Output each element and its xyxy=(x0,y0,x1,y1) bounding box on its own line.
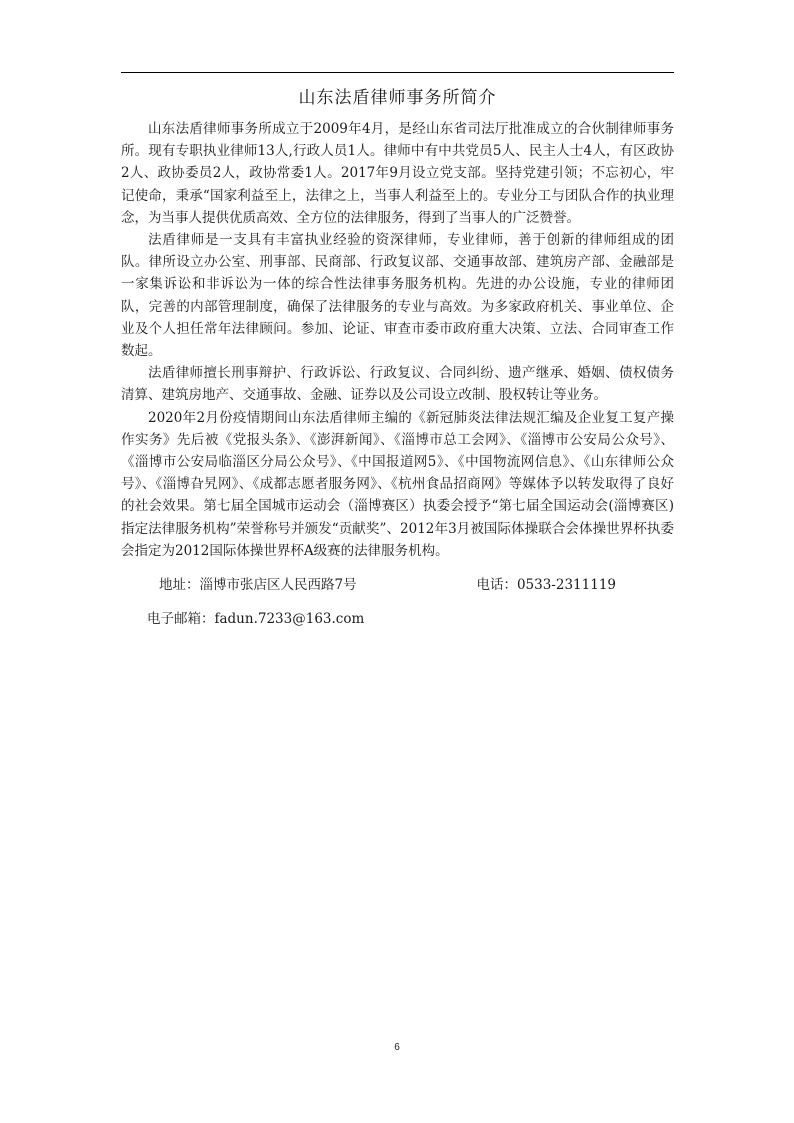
paragraph-services: 法盾律师擅长刑事辩护、行政诉讼、行政复议、合同纠纷、遗产继承、婚姻、债权债务清算、建筑房地产、交通事故、金融、证券以及公司设立改制、股权转让等业务。 xyxy=(121,365,674,404)
address-text: 地址：淄博市张店区人民西路7号 xyxy=(159,577,357,594)
document-body xyxy=(121,86,674,630)
document-title: 山东法盾律师事务所简介 xyxy=(298,88,497,108)
paragraph-team: 法盾律师是一支具有丰富执业经验的资深律师，专业律师，善于创新的律师组成的团队。律所设立办公室、刑事部、民商部、行政复议部、交通事故部、建筑房产部、金融部是一家集诉讼和非诉讼为一体的综合性法律事务服务机构。先进的办公设施，专业的律师团队，完善的内部管理制度，确保了法律服务的专业与高效。为多家政府机关、事业单位、企业及个人担任常年法律顾问。参加、论证、审查市委市政府重大决策、立法、合同审查工作数起。 xyxy=(121,232,674,360)
email-text: 电子邮箱：fadun.7233@163.com xyxy=(147,611,365,628)
contact-row xyxy=(121,574,674,596)
page-number: 6 xyxy=(394,1042,400,1053)
header-rule xyxy=(121,72,674,73)
paragraph-intro: 山东法盾律师事务所成立于2009年4月，是经山东省司法厅批准成立的合伙制律师事务所。现有专职执业律师13人,行政人员1人。律师中有中共党员5人、民主人士4人，有区政协2人、政协委员2人，政协常委1人。2017年9月设立党支部。坚持党建引领；不忘初心，牢记使命，秉承“国家利益至上，法律之上，当事人利益至上的。专业分工与团队合作的执业理念，为当事人提供优质高效、全方位的法律服务，得到了当事人的广泛赞誉。 xyxy=(121,121,674,226)
phone-text: 电话：0533-2311119 xyxy=(476,577,616,594)
paragraph-honors: 2020年2月份疫情期间山东法盾律师主编的《新冠肺炎法律法规汇编及企业复工复产操作实务》先后被《党报头条》、《澎湃新闻》、《淄博市总工会网》、《淄博市公安局公众号》、《淄博市公安局临淄区分局公众号》、《中国报道网5》、《中国物流网信息》、《山东律师公众号》、《淄博旮旯网》、《成都志愿者服务网》、《杭州食品招商网》等媒体予以转发取得了良好的社会效果。第七届全国城市运动会（淄博赛区）执委会授予“第七届全国运动会(淄博赛区)指定法律服务机构”荣誉称号并颁发“贡献奖”、2012年3月被国际体操联合会体操世界杯执委会指定为2012国际体操世界杯A级赛的法律服务机构。 xyxy=(121,409,674,559)
